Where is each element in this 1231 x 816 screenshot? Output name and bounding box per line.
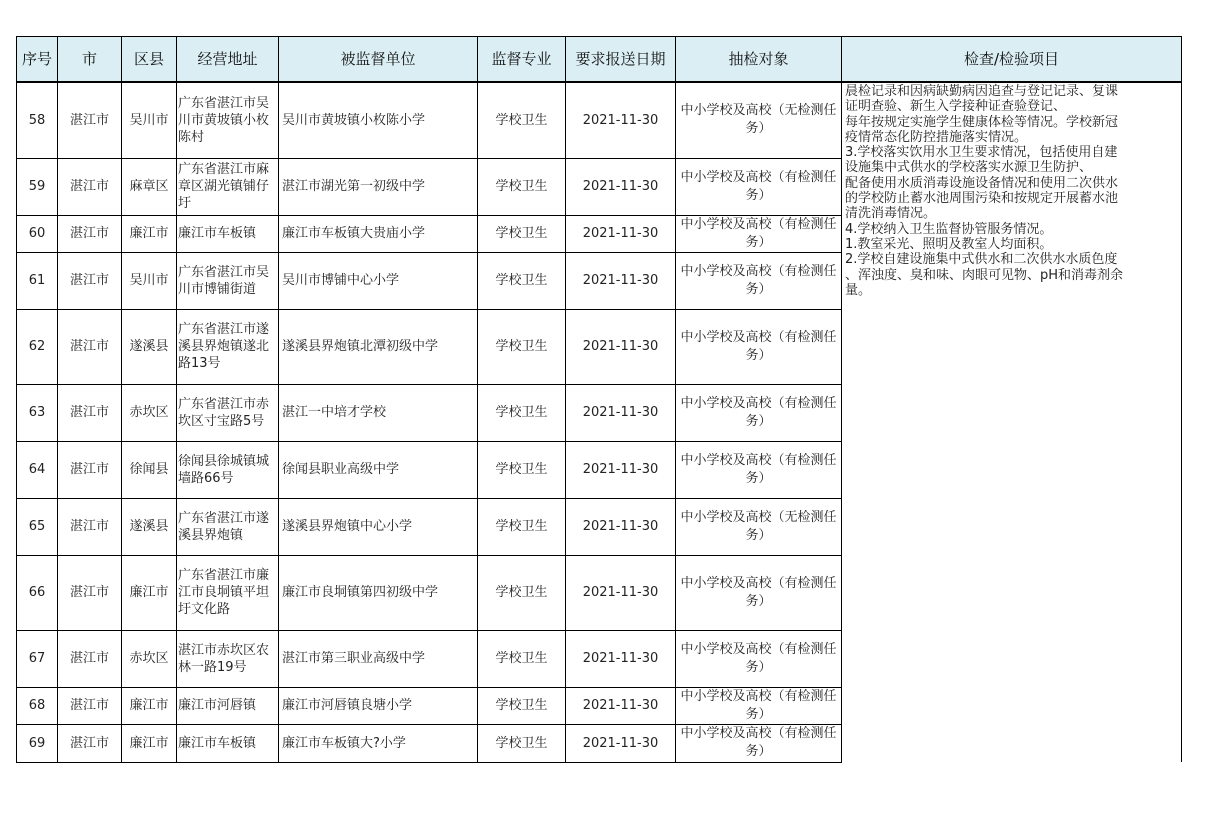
cell-specialty: 学校卫生 — [478, 82, 566, 158]
cell-date: 2021-11-30 — [566, 498, 676, 555]
cell-no: 60 — [17, 215, 58, 252]
cell-no: 65 — [17, 498, 58, 555]
cell-address: 廉江市河唇镇 — [177, 687, 279, 724]
cell-target: 中小学校及高校（有检测任务） — [676, 724, 842, 762]
cell-address: 广东省湛江市遂溪县界炮镇遂北路13号 — [177, 309, 279, 384]
cell-unit: 湛江市湖光第一初级中学 — [279, 158, 478, 215]
items-line: 3.学校落实饮用水卫生要求情况，包括使用自建 — [845, 145, 1118, 161]
items-line: 清洗消毒情况。 — [845, 206, 937, 222]
cell-date: 2021-11-30 — [566, 82, 676, 158]
cell-county: 廉江市 — [122, 555, 177, 630]
items-line: 量。 — [845, 282, 872, 298]
items-line: 晨检记录和因病缺勤病因追查与登记记录、复课 — [845, 84, 1119, 99]
cell-unit: 廉江市良垌镇第四初级中学 — [279, 555, 478, 630]
cell-county: 廉江市 — [122, 687, 177, 724]
items-line: 设施集中式供水的学校落实水源卫生防护、 — [845, 160, 1093, 176]
header-county: 区县 — [122, 37, 177, 83]
cell-target: 中小学校及高校（有检测任务） — [676, 309, 842, 384]
cell-no: 67 — [17, 630, 58, 687]
cell-target: 中小学校及高校（无检测任务） — [676, 82, 842, 158]
cell-city: 湛江市 — [58, 724, 122, 762]
cell-specialty: 学校卫生 — [478, 384, 566, 441]
cell-address: 广东省湛江市廉江市良垌镇平坦圩文化路 — [177, 555, 279, 630]
inspection-table — [16, 36, 1182, 763]
cell-address: 湛江市赤坎区农林一路19号 — [177, 630, 279, 687]
cell-unit: 遂溪县界炮镇中心小学 — [279, 498, 478, 555]
items-line: 配备使用水质消毒设施设备情况和使用二次供水 — [845, 175, 1119, 191]
cell-no: 58 — [17, 82, 58, 158]
cell-city: 湛江市 — [58, 215, 122, 252]
cell-specialty: 学校卫生 — [478, 252, 566, 309]
cell-no: 59 — [17, 158, 58, 215]
cell-no: 63 — [17, 384, 58, 441]
cell-no: 68 — [17, 687, 58, 724]
cell-address: 广东省湛江市吴川市黄坡镇小枚陈村 — [177, 82, 279, 158]
cell-date: 2021-11-30 — [566, 158, 676, 215]
cell-county: 廉江市 — [122, 215, 177, 252]
items-line: 2.学校自建设施集中式供水和二次供水水质色度 — [845, 252, 1118, 268]
cell-unit: 廉江市车板镇大贵庙小学 — [279, 215, 478, 252]
cell-specialty: 学校卫生 — [478, 687, 566, 724]
cell-specialty: 学校卫生 — [478, 309, 566, 384]
cell-date: 2021-11-30 — [566, 441, 676, 498]
items-cell — [842, 82, 1182, 762]
cell-target: 中小学校及高校（有检测任务） — [676, 252, 842, 309]
cell-city: 湛江市 — [58, 252, 122, 309]
cell-address: 徐闻县徐城镇城墙路66号 — [177, 441, 279, 498]
cell-date: 2021-11-30 — [566, 215, 676, 252]
cell-date: 2021-11-30 — [566, 384, 676, 441]
cell-city: 湛江市 — [58, 555, 122, 630]
cell-date: 2021-11-30 — [566, 630, 676, 687]
cell-address: 廉江市车板镇 — [177, 215, 279, 252]
cell-address: 广东省湛江市麻章区湖光镇铺仔圩 — [177, 158, 279, 215]
cell-no: 62 — [17, 309, 58, 384]
cell-target: 中小学校及高校（有检测任务） — [676, 687, 842, 724]
cell-city: 湛江市 — [58, 441, 122, 498]
cell-specialty: 学校卫生 — [478, 555, 566, 630]
cell-county: 遂溪县 — [122, 498, 177, 555]
cell-target: 中小学校及高校（有检测任务） — [676, 158, 842, 215]
header-date: 要求报送日期 — [566, 37, 676, 83]
items-line: 的学校防止蓄水池周围污染和按规定开展蓄水池 — [845, 191, 1119, 207]
cell-target: 中小学校及高校（有检测任务） — [676, 215, 842, 252]
cell-date: 2021-11-30 — [566, 309, 676, 384]
header-city: 市 — [58, 37, 122, 83]
cell-unit: 湛江一中培才学校 — [279, 384, 478, 441]
cell-date: 2021-11-30 — [566, 687, 676, 724]
cell-date: 2021-11-30 — [566, 555, 676, 630]
cell-unit: 廉江市河唇镇良塘小学 — [279, 687, 478, 724]
items-line: 疫情常态化防控措施落实情况。 — [845, 129, 1028, 145]
items-line: 1.教室采光、照明及教室人均面积。 — [845, 236, 1053, 252]
cell-county: 吴川市 — [122, 82, 177, 158]
cell-no: 61 — [17, 252, 58, 309]
cell-county: 赤坎区 — [122, 630, 177, 687]
cell-county: 徐闻县 — [122, 441, 177, 498]
cell-no: 64 — [17, 441, 58, 498]
cell-city: 湛江市 — [58, 309, 122, 384]
header-target: 抽检对象 — [676, 37, 842, 83]
cell-county: 廉江市 — [122, 724, 177, 762]
items-line: 每年按规定实施学生健康体检等情况。学校新冠 — [845, 114, 1119, 130]
cell-city: 湛江市 — [58, 384, 122, 441]
cell-target: 中小学校及高校（有检测任务） — [676, 630, 842, 687]
cell-city: 湛江市 — [58, 630, 122, 687]
cell-address: 广东省湛江市赤坎区寸宝路5号 — [177, 384, 279, 441]
header-address: 经营地址 — [177, 37, 279, 83]
items-line: 证明查验、新生入学接种证查验登记、 — [845, 99, 1067, 115]
cell-no: 69 — [17, 724, 58, 762]
cell-target: 中小学校及高校（有检测任务） — [676, 384, 842, 441]
cell-county: 遂溪县 — [122, 309, 177, 384]
cell-county: 吴川市 — [122, 252, 177, 309]
cell-county: 麻章区 — [122, 158, 177, 215]
cell-unit: 吴川市黄坡镇小枚陈小学 — [279, 82, 478, 158]
cell-date: 2021-11-30 — [566, 724, 676, 762]
header-items: 检查/检验项目 — [842, 37, 1182, 83]
cell-city: 湛江市 — [58, 82, 122, 158]
cell-target: 中小学校及高校（有检测任务） — [676, 555, 842, 630]
cell-address: 广东省湛江市遂溪县界炮镇 — [177, 498, 279, 555]
cell-county: 赤坎区 — [122, 384, 177, 441]
header-no: 序号 — [17, 37, 58, 83]
cell-unit: 遂溪县界炮镇北潭初级中学 — [279, 309, 478, 384]
cell-unit: 吴川市博铺中心小学 — [279, 252, 478, 309]
cell-specialty: 学校卫生 — [478, 158, 566, 215]
cell-city: 湛江市 — [58, 158, 122, 215]
cell-date: 2021-11-30 — [566, 252, 676, 309]
items-line: 、浑浊度、臭和味、肉眼可见物、pH和消毒剂余 — [845, 267, 1124, 283]
cell-specialty: 学校卫生 — [478, 498, 566, 555]
cell-city: 湛江市 — [58, 498, 122, 555]
cell-target: 中小学校及高校（有检测任务） — [676, 441, 842, 498]
header-row — [17, 37, 1182, 83]
cell-address: 广东省湛江市吴川市博铺街道 — [177, 252, 279, 309]
cell-specialty: 学校卫生 — [478, 441, 566, 498]
cell-unit: 湛江市第三职业高级中学 — [279, 630, 478, 687]
cell-unit: 徐闻县职业高级中学 — [279, 441, 478, 498]
table-row — [17, 82, 1182, 158]
cell-specialty: 学校卫生 — [478, 724, 566, 762]
cell-specialty: 学校卫生 — [478, 215, 566, 252]
cell-target: 中小学校及高校（无检测任务） — [676, 498, 842, 555]
cell-specialty: 学校卫生 — [478, 630, 566, 687]
header-unit: 被监督单位 — [279, 37, 478, 83]
cell-no: 66 — [17, 555, 58, 630]
cell-unit: 廉江市车板镇大?小学 — [279, 724, 478, 762]
cell-address: 廉江市车板镇 — [177, 724, 279, 762]
items-line: 4.学校纳入卫生监督协管服务情况。 — [845, 221, 1053, 237]
cell-city: 湛江市 — [58, 687, 122, 724]
header-specialty: 监督专业 — [478, 37, 566, 83]
